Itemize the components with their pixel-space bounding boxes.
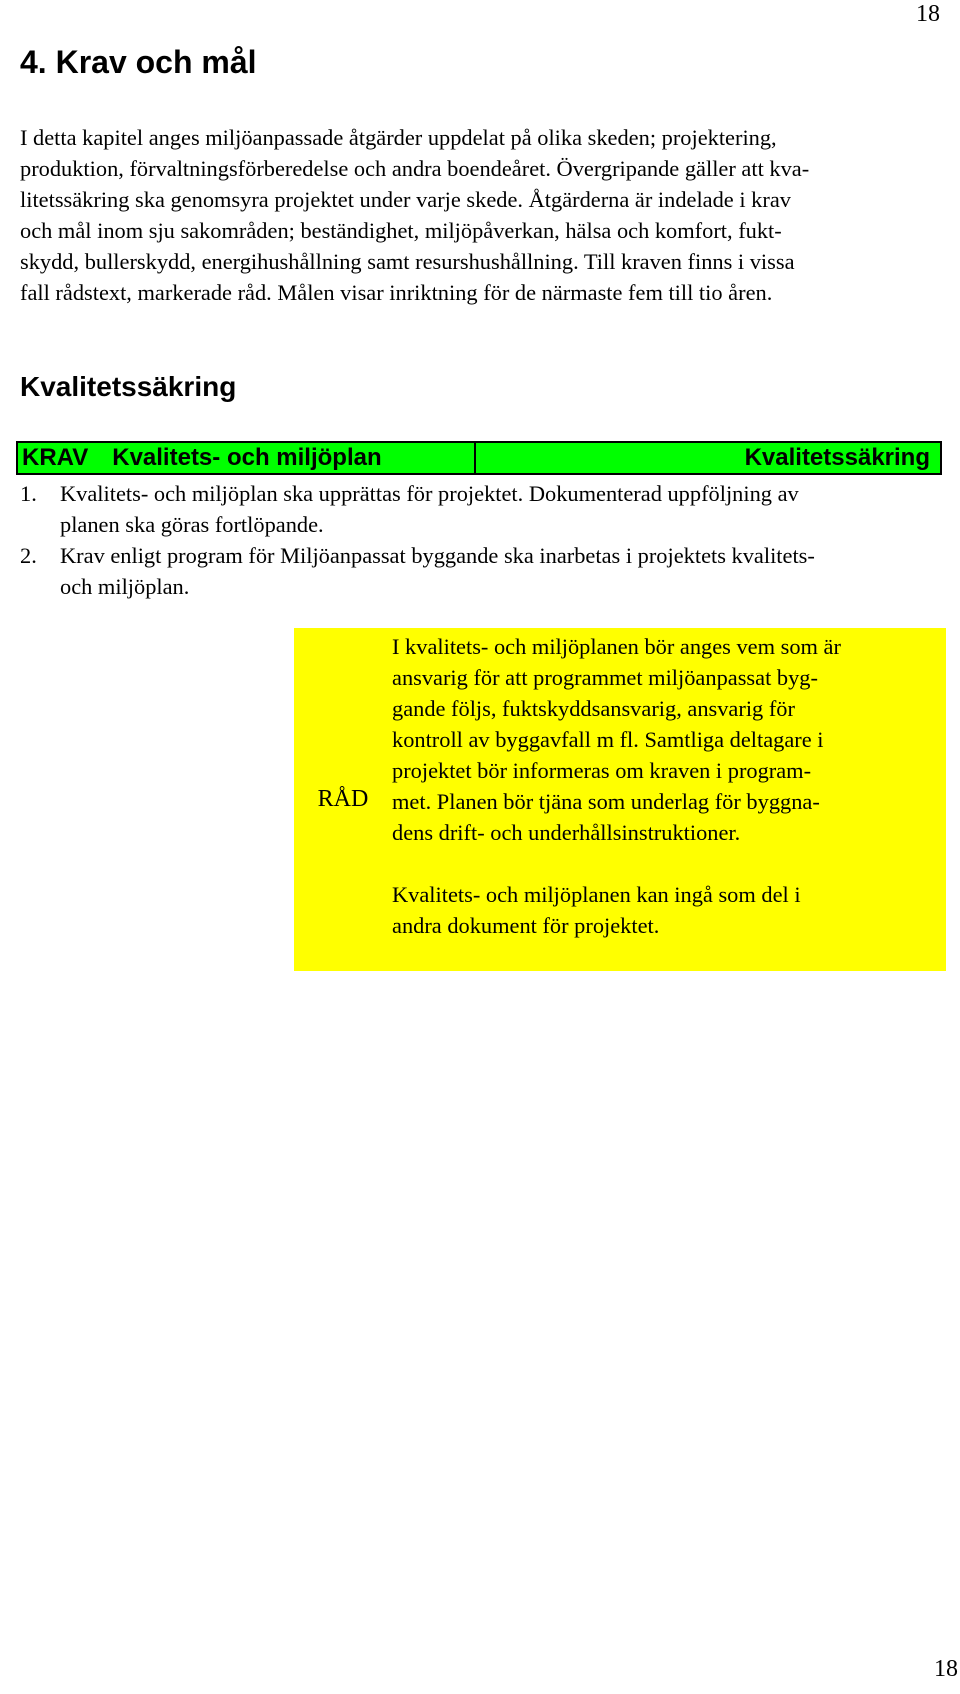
advice-paragraph: I kvalitets- och miljöplanen bör anges vem som är ansvarig för att programmet miljöanpassat byg- gande följs, fuktskyddsansvarig, ansvarig för kontroll av byggavfall m fl. Samtliga deltagare i projektet bör informeras om kraven i program- met. Planen bör tjäna som underlag för byggna- dens drift- och underhållsinstruktioner. — [392, 634, 841, 845]
advice-label: RÅD — [317, 786, 369, 812]
requirement-item — [20, 478, 940, 540]
advice-box — [294, 628, 946, 971]
requirement-list — [20, 478, 940, 602]
krav-header-bar — [16, 441, 942, 475]
requirement-text: Kvalitets- och miljöplan ska upprättas för projektet. Dokumenterad uppföljning av planen ska göras fortlöpande. — [60, 481, 799, 537]
page-number-bottom: 18 — [934, 1656, 958, 1682]
page-number-top: 18 — [916, 1, 940, 27]
advice-paragraph: Kvalitets- och miljöplanen kan ingå som del i andra dokument för projektet. — [392, 882, 801, 938]
chapter-intro: I detta kapitel anges miljöanpassade åtgärder uppdelat på olika skeden; projektering, produktion, förvaltningsförberedelse och andra boendeåret. Övergripande gäller att kva- litetssäkring ska genomsyra projektet under varje skede. Åtgärderna är indelade i krav och mål inom sju sakområden; beständighet, miljöpåverkan, hälsa och komfort, fukt- skydd, bullerskydd, energihushållning samt resurshushållning. Till kraven finns i vissa fall rådstext, markerade råd. Målen visar inriktning för de närmaste fem till tio åren. — [20, 125, 810, 305]
krav-type-label: KRAV — [22, 444, 89, 471]
requirement-number: 1. — [20, 481, 37, 506]
krav-header-right — [476, 443, 940, 473]
krav-header-left — [18, 443, 476, 473]
section-heading: Kvalitetssäkring — [20, 371, 237, 402]
chapter-heading: 4. Krav och mål — [20, 44, 257, 80]
krav-area-label: Kvalitetssäkring — [744, 444, 930, 471]
advice-text — [392, 628, 946, 971]
requirement-text: Krav enligt program för Miljöanpassat byggande ska inarbetas i projektets kvalitets- och miljöplan. — [60, 543, 815, 599]
requirement-number: 2. — [20, 543, 37, 568]
krav-topic-label: Kvalitets- och miljöplan — [112, 444, 382, 471]
requirement-item — [20, 540, 940, 602]
